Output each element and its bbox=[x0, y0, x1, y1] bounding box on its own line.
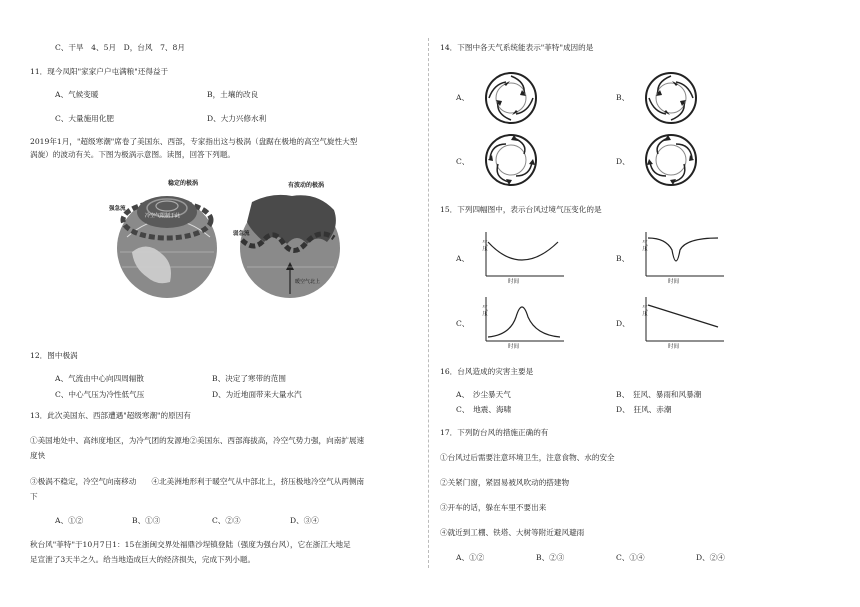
q15-option-d: D、 bbox=[616, 319, 630, 328]
q14-option-c: C、 bbox=[456, 157, 470, 166]
q16-option-b: B、 狂风、暴雨和风暴潮 bbox=[616, 390, 702, 399]
q14-option-d: D、 bbox=[616, 157, 630, 166]
chart-b-ylabel: 气压 bbox=[641, 240, 647, 251]
cyclone-diagram-d bbox=[636, 132, 706, 188]
q15-option-c: C、 bbox=[456, 319, 470, 328]
q15-stem: 15．下列四幅图中，表示台风过境气压变化的是 bbox=[440, 205, 602, 214]
polar-vortex-figure bbox=[109, 180, 352, 300]
chart-d-xlabel: 时间 bbox=[668, 344, 680, 350]
q12-option-a: A、气流由中心向四周辐散 bbox=[55, 374, 145, 383]
wavy-vortex-label: 有波动的极涡 bbox=[288, 182, 325, 189]
chart-c-xlabel: 时间 bbox=[508, 344, 520, 350]
chart-d-ylabel: 气压 bbox=[641, 305, 647, 316]
q13-option-a: A、①② bbox=[55, 516, 84, 525]
q12-stem: 12．图中极涡 bbox=[30, 351, 78, 360]
q16-stem: 16．台风造成的灾害主要是 bbox=[440, 367, 534, 376]
q17-opt1: ①台风过后需要注意环境卫生，注意食物、水的安全 bbox=[440, 453, 615, 462]
q11-stem: 11．现今凤阳"家家户户屯满粮"还得益于 bbox=[30, 67, 169, 76]
q17-option-b: B、②③ bbox=[536, 553, 565, 562]
q17-stem: 17．下列防台风的措施正确的有 bbox=[440, 428, 549, 437]
pressure-chart-d bbox=[636, 293, 728, 353]
q11-option-b: B，土壤的改良 bbox=[207, 90, 259, 99]
q13-opt3-line2: 下 bbox=[30, 492, 38, 501]
q17-option-a: A、①② bbox=[456, 553, 485, 562]
q14-option-b: B、 bbox=[616, 93, 630, 102]
warm-air-label: 暖空气北上 bbox=[295, 279, 321, 285]
passage-line-2: 足宣泄了3天半之久。给当地造成巨大的经济损失，完成下列小题。 bbox=[30, 555, 256, 564]
q15-option-b: B、 bbox=[616, 254, 630, 263]
q15-option-a: A、 bbox=[456, 254, 470, 263]
q13-option-c: C、②③ bbox=[212, 516, 241, 525]
q12-option-d: D、为近地面带来大量水汽 bbox=[212, 390, 302, 399]
weak-jet-label: 弱急流 bbox=[233, 231, 250, 237]
q12-option-c: C、中心气压为冷性低气压 bbox=[55, 390, 145, 399]
cold-air-label: 冷空气限制于此 bbox=[145, 213, 181, 219]
q17-opt2: ②关紧门窗，紧固易被风吹动的搭建物 bbox=[440, 478, 570, 487]
q17-option-c: C、①④ bbox=[616, 553, 645, 562]
intro-line-2: 涡旋）的波动有关。下图为极涡示意图。读图，回答下列题。 bbox=[30, 150, 236, 159]
pressure-chart-a bbox=[476, 228, 568, 288]
q16-option-c: C、 地震、海啸 bbox=[456, 405, 512, 414]
column-divider bbox=[428, 38, 430, 568]
q12-option-b: B、决定了寒带的范围 bbox=[212, 374, 286, 383]
q13-option-b: B、①③ bbox=[132, 516, 161, 525]
cyclone-diagram-b bbox=[636, 70, 706, 126]
passage-line-1: 秋台风"菲特"于10月7日1：15在浙闽交界处福鼎沙埕镇登陆（强度为强台风），它在浙江大地足 bbox=[30, 540, 351, 549]
chart-b-xlabel: 时间 bbox=[668, 279, 680, 285]
chart-c-ylabel: 气压 bbox=[481, 305, 487, 316]
q17-opt4: ④就近到工棚、铁塔、大树等附近避风避雨 bbox=[440, 528, 585, 537]
q16-option-d: D、 狂风、赤潮 bbox=[616, 405, 672, 414]
q11-option-d: D、大力兴修水利 bbox=[207, 114, 267, 123]
chart-a-ylabel: 气压 bbox=[481, 240, 487, 251]
q17-opt3: ③开车的话，躲在车里不要出来 bbox=[440, 503, 547, 512]
q14-stem: 14．下图中各天气系统能表示"菲特"成因的是 bbox=[440, 43, 594, 52]
q11-option-c: C、大量施用化肥 bbox=[55, 114, 114, 123]
q14-option-a: A、 bbox=[456, 93, 470, 102]
pressure-chart-c bbox=[476, 293, 568, 353]
q13-opt1-line2: 度快 bbox=[30, 451, 46, 460]
chart-a-xlabel: 时间 bbox=[508, 279, 520, 285]
q16-option-a: A、 沙尘暴天气 bbox=[456, 390, 511, 399]
q13-stem: 13．此次美国东、西部遭遇"超级寒潮"的原因有 bbox=[30, 411, 191, 420]
intro-line-1: 2019年1月，"超级寒潮"席卷了美国东、西部，专家指出这与极涡（盘踞在极地的高空气旋性大型 bbox=[30, 137, 358, 146]
cyclone-diagram-c bbox=[476, 132, 546, 188]
q11-option-a: A、气候变暖 bbox=[55, 90, 99, 99]
wavy-vortex bbox=[247, 195, 336, 244]
strong-jet-label: 强急流 bbox=[109, 206, 126, 212]
q17-option-d: D、②④ bbox=[696, 553, 725, 562]
pressure-chart-b bbox=[636, 228, 728, 288]
cyclone-diagram-a bbox=[476, 70, 546, 126]
q13-option-d: D、③④ bbox=[290, 516, 319, 525]
stable-vortex-label: 稳定的极涡 bbox=[168, 180, 199, 187]
q13-opt3-line1: ③极涡不稳定，冷空气向南移动 ④北美洲地形利于暖空气从中部北上，挤压极地冷空气从两侧南 bbox=[30, 477, 365, 486]
q13-opt1-line1: ①美国地处中、高纬度地区，为冷气团的发源地②美国东、西部海拔高，冷空气势力强，向南扩展速 bbox=[30, 436, 365, 445]
q10-option-cd: C、干旱 4、5月 D，台风 7、8月 bbox=[55, 43, 185, 52]
